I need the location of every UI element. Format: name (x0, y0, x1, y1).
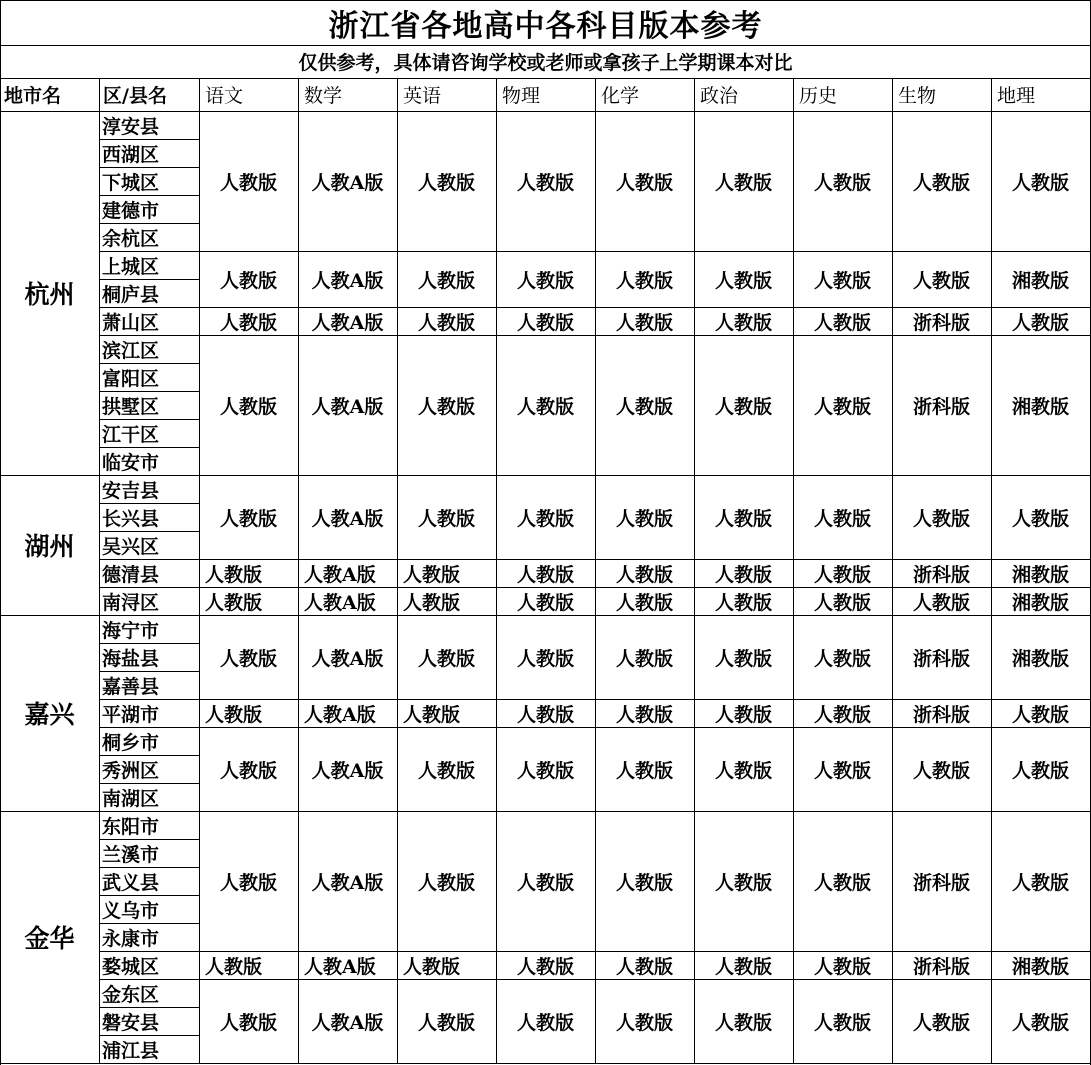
subject-header-chemistry: 化学 (601, 85, 640, 107)
district-name: 富阳区 (102, 367, 160, 390)
version-cell-geography: 湘教版 (1011, 563, 1069, 586)
version-cell-history: 人教版 (813, 591, 871, 614)
column-divider (991, 111, 992, 1063)
title-divider (0, 45, 1091, 46)
subject-header-biology: 生物 (898, 85, 937, 107)
version-cell-biology: 浙科版 (912, 563, 970, 586)
version-cell-politics: 人教版 (714, 591, 772, 614)
district-name: 萧山区 (102, 311, 160, 334)
version-cell-physics: 人教版 (516, 1011, 574, 1034)
version-cell-english: 人教版 (417, 1011, 475, 1034)
version-cell-politics: 人教版 (714, 703, 772, 726)
version-cell-math: 人教A版 (311, 507, 384, 530)
version-cell-physics: 人教版 (516, 269, 574, 292)
version-cell-math: 人教A版 (311, 395, 384, 418)
district-name: 吴兴区 (102, 535, 160, 558)
district-name: 平湖市 (102, 703, 160, 726)
version-cell-politics: 人教版 (714, 955, 772, 978)
header-column-divider (793, 78, 794, 111)
district-name: 桐乡市 (102, 731, 160, 754)
version-cell-math: 人教A版 (311, 759, 384, 782)
district-name: 东阳市 (102, 815, 160, 838)
district-name: 临安市 (102, 451, 160, 474)
version-cell-english: 人教版 (417, 871, 475, 894)
version-cell-history: 人教版 (813, 563, 871, 586)
version-cell-chinese: 人教版 (219, 311, 277, 334)
column-divider (694, 111, 695, 1063)
header-column-divider (694, 78, 695, 111)
subject-header-chinese: 语文 (205, 85, 244, 107)
version-cell-math: 人教A版 (304, 703, 376, 726)
version-cell-english: 人教版 (417, 507, 475, 530)
version-cell-geography: 湘教版 (1011, 955, 1069, 978)
version-cell-chinese: 人教版 (205, 563, 263, 586)
version-cell-geography: 湘教版 (1011, 395, 1069, 418)
district-name: 拱墅区 (102, 395, 160, 418)
district-name: 德清县 (102, 563, 160, 586)
district-name: 长兴县 (102, 507, 160, 530)
district-name: 婺城区 (102, 955, 160, 978)
version-cell-biology: 人教版 (912, 171, 970, 194)
version-cell-biology: 人教版 (912, 1011, 970, 1034)
version-cell-politics: 人教版 (714, 507, 772, 530)
version-cell-chinese: 人教版 (219, 395, 277, 418)
city-name: 杭州 (24, 280, 75, 309)
version-cell-biology: 人教版 (912, 269, 970, 292)
version-cell-physics: 人教版 (516, 563, 574, 586)
district-name: 兰溪市 (102, 843, 160, 866)
version-cell-chemistry: 人教版 (615, 591, 673, 614)
version-cell-chemistry: 人教版 (615, 759, 673, 782)
version-cell-geography: 湘教版 (1011, 647, 1069, 670)
version-cell-english: 人教版 (417, 171, 475, 194)
version-cell-politics: 人教版 (714, 171, 772, 194)
version-cell-chemistry: 人教版 (615, 269, 673, 292)
district-name: 建德市 (102, 199, 160, 222)
district-name: 武义县 (102, 871, 160, 894)
column-divider (199, 111, 200, 1063)
district-name: 西湖区 (102, 143, 160, 166)
column-divider (793, 111, 794, 1063)
column-divider (99, 111, 100, 1063)
district-name: 海盐县 (102, 647, 160, 670)
version-cell-chemistry: 人教版 (615, 395, 673, 418)
version-cell-geography: 人教版 (1011, 759, 1069, 782)
version-cell-english: 人教版 (417, 311, 475, 334)
version-cell-physics: 人教版 (516, 703, 574, 726)
version-cell-chinese: 人教版 (205, 591, 263, 614)
version-cell-geography: 人教版 (1011, 171, 1069, 194)
column-divider (298, 111, 299, 1063)
version-cell-biology: 人教版 (912, 759, 970, 782)
city-name: 嘉兴 (24, 700, 75, 729)
version-cell-chinese: 人教版 (205, 955, 263, 978)
district-name: 安吉县 (102, 479, 160, 502)
version-cell-politics: 人教版 (714, 563, 772, 586)
version-cell-english: 人教版 (403, 955, 461, 978)
version-cell-math: 人教A版 (304, 591, 376, 614)
version-cell-history: 人教版 (813, 395, 871, 418)
column-divider (397, 111, 398, 1063)
version-cell-biology: 人教版 (912, 507, 970, 530)
version-cell-politics: 人教版 (714, 269, 772, 292)
subject-header-politics: 政治 (700, 85, 739, 107)
version-cell-physics: 人教版 (516, 395, 574, 418)
version-cell-math: 人教A版 (311, 171, 384, 194)
version-cell-chinese: 人教版 (219, 871, 277, 894)
district-name: 上城区 (102, 255, 160, 278)
version-cell-chemistry: 人教版 (615, 703, 673, 726)
header-column-divider (892, 78, 893, 111)
version-cell-history: 人教版 (813, 955, 871, 978)
version-cell-chemistry: 人教版 (615, 507, 673, 530)
version-cell-physics: 人教版 (516, 171, 574, 194)
version-cell-geography: 人教版 (1011, 311, 1069, 334)
version-cell-history: 人教版 (813, 507, 871, 530)
subject-header-math: 数学 (304, 85, 343, 107)
version-cell-english: 人教版 (403, 563, 461, 586)
header-column-divider (991, 78, 992, 111)
district-name: 永康市 (102, 927, 160, 950)
column-divider (595, 111, 596, 1063)
version-cell-biology: 浙科版 (912, 395, 970, 418)
district-name: 南浔区 (102, 591, 160, 614)
version-cell-physics: 人教版 (516, 955, 574, 978)
district-name: 浦江县 (102, 1039, 160, 1062)
version-cell-english: 人教版 (403, 591, 461, 614)
version-cell-biology: 浙科版 (912, 955, 970, 978)
version-cell-history: 人教版 (813, 647, 871, 670)
header-column-divider (397, 78, 398, 111)
version-cell-english: 人教版 (417, 269, 475, 292)
city-column-header: 地市名 (4, 85, 62, 107)
version-cell-english: 人教版 (417, 395, 475, 418)
version-cell-math: 人教A版 (311, 269, 384, 292)
header-column-divider (595, 78, 596, 111)
version-cell-chinese: 人教版 (219, 759, 277, 782)
version-cell-biology: 浙科版 (912, 311, 970, 334)
version-cell-geography: 人教版 (1011, 1011, 1069, 1034)
version-cell-politics: 人教版 (714, 1011, 772, 1034)
district-name: 海宁市 (102, 619, 160, 642)
page-subtitle: 仅供参考，具体请咨询学校或老师或拿孩子上学期课本对比 (298, 52, 793, 74)
district-name: 嘉善县 (102, 675, 160, 698)
district-name: 江干区 (102, 423, 160, 446)
version-cell-history: 人教版 (813, 759, 871, 782)
version-cell-chemistry: 人教版 (615, 171, 673, 194)
district-name: 滨江区 (102, 339, 160, 362)
version-cell-english: 人教版 (417, 759, 475, 782)
version-cell-physics: 人教版 (516, 591, 574, 614)
version-cell-chemistry: 人教版 (615, 563, 673, 586)
version-cell-geography: 人教版 (1011, 871, 1069, 894)
subtitle-divider (0, 78, 1091, 79)
district-name: 义乌市 (102, 899, 160, 922)
version-cell-history: 人教版 (813, 269, 871, 292)
version-cell-chemistry: 人教版 (615, 311, 673, 334)
version-cell-geography: 人教版 (1011, 507, 1069, 530)
version-cell-chinese: 人教版 (219, 1011, 277, 1034)
district-name: 桐庐县 (102, 283, 160, 306)
subject-header-physics: 物理 (502, 85, 541, 107)
version-cell-history: 人教版 (813, 871, 871, 894)
version-cell-history: 人教版 (813, 311, 871, 334)
subject-header-english: 英语 (403, 85, 442, 107)
version-cell-math: 人教A版 (304, 955, 376, 978)
version-cell-politics: 人教版 (714, 871, 772, 894)
version-cell-politics: 人教版 (714, 395, 772, 418)
version-cell-chinese: 人教版 (219, 647, 277, 670)
version-cell-history: 人教版 (813, 171, 871, 194)
city-name: 湖州 (24, 532, 75, 561)
version-cell-chemistry: 人教版 (615, 647, 673, 670)
district-name: 金东区 (102, 983, 160, 1006)
version-cell-chemistry: 人教版 (615, 1011, 673, 1034)
district-name: 南湖区 (102, 787, 160, 810)
version-cell-physics: 人教版 (516, 507, 574, 530)
city-name: 金华 (24, 924, 75, 953)
version-cell-physics: 人教版 (516, 759, 574, 782)
city-row-divider (0, 1063, 1091, 1064)
district-name: 下城区 (102, 171, 160, 194)
version-cell-biology: 人教版 (912, 591, 970, 614)
version-cell-biology: 浙科版 (912, 647, 970, 670)
version-cell-english: 人教版 (417, 647, 475, 670)
header-column-divider (199, 78, 200, 111)
version-cell-math: 人教A版 (311, 871, 384, 894)
version-cell-physics: 人教版 (516, 311, 574, 334)
version-cell-geography: 人教版 (1011, 703, 1069, 726)
subject-header-history: 历史 (799, 85, 838, 107)
header-column-divider (99, 78, 100, 111)
version-cell-politics: 人教版 (714, 759, 772, 782)
version-cell-biology: 浙科版 (912, 703, 970, 726)
header-column-divider (298, 78, 299, 111)
version-cell-history: 人教版 (813, 703, 871, 726)
version-cell-math: 人教A版 (311, 311, 384, 334)
version-cell-physics: 人教版 (516, 647, 574, 670)
district-name: 磐安县 (102, 1011, 160, 1034)
column-divider (496, 111, 497, 1063)
version-cell-history: 人教版 (813, 1011, 871, 1034)
version-cell-english: 人教版 (403, 703, 461, 726)
column-divider (892, 111, 893, 1063)
version-cell-chinese: 人教版 (219, 171, 277, 194)
version-cell-math: 人教A版 (311, 647, 384, 670)
district-name: 淳安县 (102, 115, 160, 138)
version-cell-biology: 浙科版 (912, 871, 970, 894)
header-column-divider (496, 78, 497, 111)
version-cell-geography: 湘教版 (1011, 269, 1069, 292)
version-cell-chemistry: 人教版 (615, 955, 673, 978)
version-cell-chinese: 人教版 (219, 507, 277, 530)
subject-header-geography: 地理 (997, 85, 1036, 107)
version-cell-math: 人教A版 (311, 1011, 384, 1034)
version-cell-politics: 人教版 (714, 311, 772, 334)
version-cell-chemistry: 人教版 (615, 871, 673, 894)
district-name: 余杭区 (102, 227, 160, 250)
version-cell-geography: 湘教版 (1011, 591, 1069, 614)
version-cell-chinese: 人教版 (205, 703, 263, 726)
district-column-header: 区/县名 (103, 85, 167, 107)
version-cell-math: 人教A版 (304, 563, 376, 586)
version-cell-politics: 人教版 (714, 647, 772, 670)
district-name: 秀洲区 (102, 759, 160, 782)
version-cell-chinese: 人教版 (219, 269, 277, 292)
table-border-top (0, 0, 1091, 1)
page-title: 浙江省各地高中各科目版本参考 (328, 8, 763, 44)
version-cell-physics: 人教版 (516, 871, 574, 894)
